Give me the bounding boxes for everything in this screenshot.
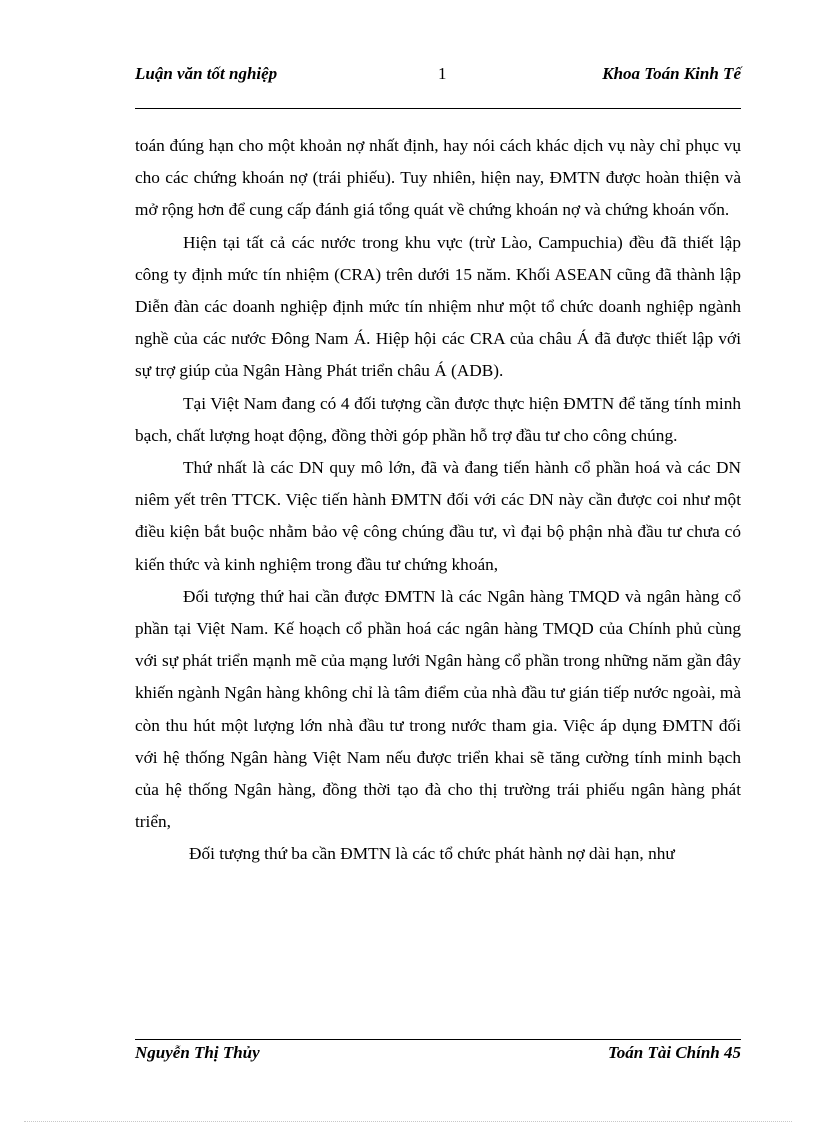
paragraph: Đối tượng thứ ba cần ĐMTN là các tổ chức phát hành nợ dài hạn, như xyxy=(189,844,675,864)
document-body xyxy=(135,130,741,871)
paragraph: Đối tượng thứ hai cần được ĐMTN là các Ngân hàng TMQD và ngân hàng cổ phần tại Việt Nam. Kế hoạch cổ phần hoá các ngân hàng TMQD của Chính phủ cùng với sự phát triển mạnh mẽ của mạng lưới Ngân hàng cổ phần trong những năm gần đây khiến ngành Ngân hàng không chỉ là tâm điểm của nhà đầu tư gián tiếp nước ngoài, mà còn thu hút một lượng lớn nhà đầu tư trong nước tham gia. Việc áp dụng ĐMTN đối với hệ thống Ngân hàng Việt Nam nếu được triển khai sẽ tăng cường tính minh bạch của hệ thống Ngân hàng, đồng thời tạo đà cho thị trường trái phiếu ngân hàng phát triển, xyxy=(135,586,741,832)
page-header xyxy=(135,64,741,88)
footer-author: Nguyễn Thị Thủy xyxy=(135,1043,260,1062)
footer-class: Toán Tài Chính 45 xyxy=(607,1043,741,1062)
paragraph: Hiện tại tất cả các nước trong khu vực (trừ Lào, Campuchia) đều đã thiết lập công ty định mức tín nhiệm (CRA) trên dưới 15 năm. Khối ASEAN cũng đã thành lập Diễn đàn các doanh nghiệp định mức tín nhiệm như một tổ chức doanh nghiệp ngành nghề của các nước Đông Nam Á. Hiệp hội các CRA của châu Á đã được thiết lập với sự trợ giúp của Ngân Hàng Phát triển châu Á (ADB). xyxy=(135,232,741,381)
paragraph: Thứ nhất là các DN quy mô lớn, đã và đang tiến hành cổ phần hoá và các DN niêm yết trên TTCK. Việc tiến hành ĐMTN đối với các DN này cần được coi như một điều kiện bắt buộc nhằm bảo vệ công chúng đầu tư, vì đại bộ phận nhà đầu tư chưa có kiến thức và kinh nghiệm trong đầu tư chứng khoán, xyxy=(135,458,741,574)
header-thesis-title: Luận văn tốt nghiệp xyxy=(135,64,278,83)
page-number: 1 xyxy=(438,64,447,83)
header-rule xyxy=(135,108,741,109)
footer-rule xyxy=(135,1039,741,1040)
header-faculty: Khoa Toán Kinh Tế xyxy=(602,64,741,83)
page-edge-divider xyxy=(24,1121,792,1122)
page-footer xyxy=(135,1043,741,1067)
paragraph-continued: toán đúng hạn cho một khoản nợ nhất định, hay nói cách khác dịch vụ này chỉ phục vụ cho các chứng khoán nợ (trái phiếu). Tuy nhiên, hiện nay, ĐMTN được hoàn thiện và mở rộng hơn để cung cấp đánh giá tổng quát về chứng khoán nợ và chứng khoán vốn. xyxy=(135,136,741,220)
paragraph: Tại Việt Nam đang có 4 đối tượng cần được thực hiện ĐMTN để tăng tính minh bạch, chất lượng hoạt động, đồng thời góp phần hỗ trợ đầu tư cho công chúng. xyxy=(135,393,741,445)
